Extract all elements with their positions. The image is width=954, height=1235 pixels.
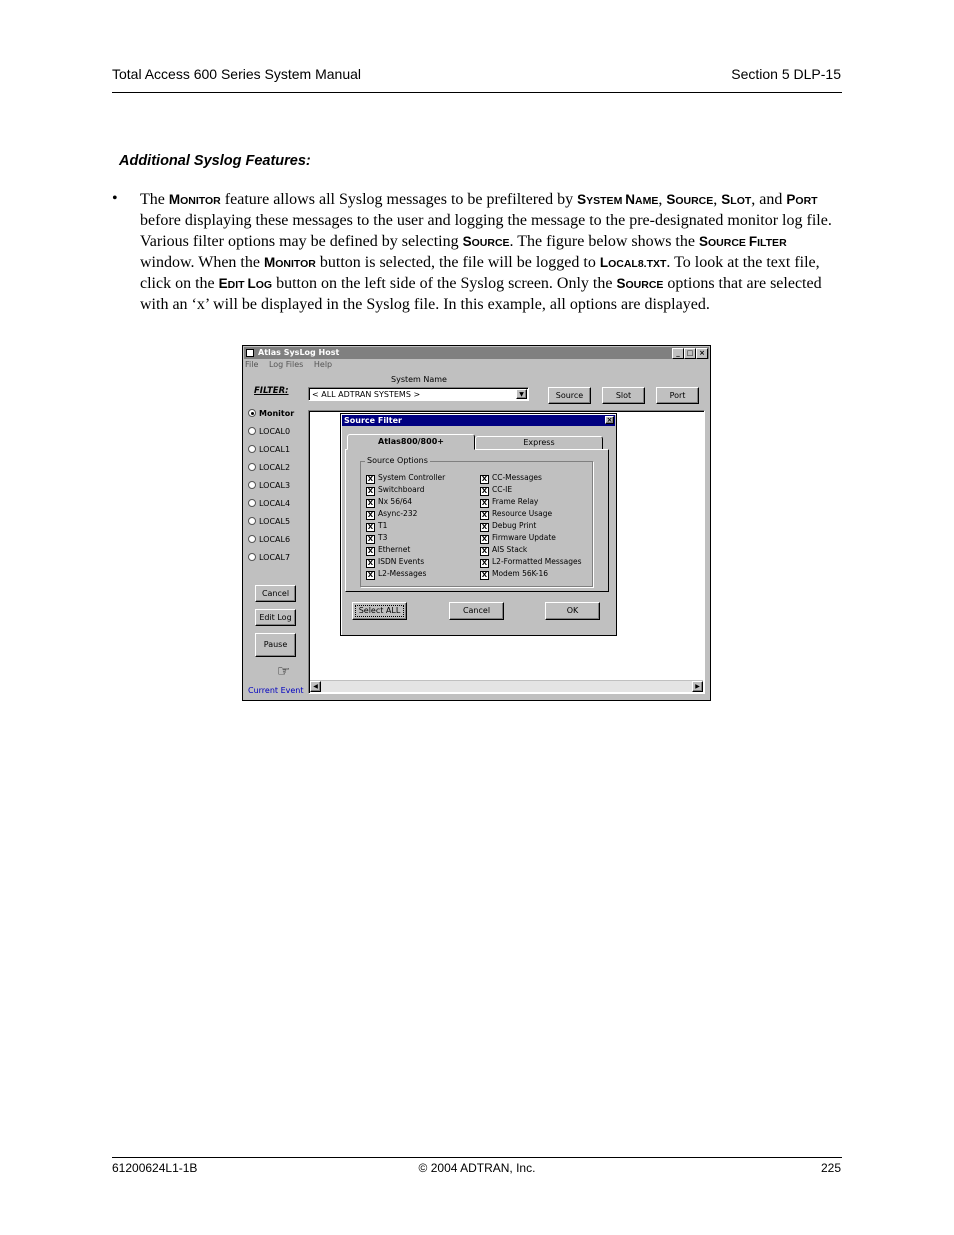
source-option-label: CC-IE <box>492 485 513 494</box>
dialog-cancel-button[interactable]: Cancel <box>449 602 504 620</box>
source-option-label: L2-Messages <box>378 569 427 578</box>
close-icon[interactable]: × <box>696 348 708 359</box>
tab-express[interactable]: Express <box>475 436 603 450</box>
menu-bar <box>245 360 340 371</box>
source-option-label: Async-232 <box>378 509 418 518</box>
source-option-label: L2-Formatted Messages <box>492 557 582 566</box>
running-header-title: Total Access 600 Series System Manual <box>112 66 362 82</box>
source-option-checkbox[interactable] <box>366 485 424 495</box>
source-option-checkbox[interactable] <box>366 557 424 567</box>
checkbox-checked-icon: X <box>481 547 488 555</box>
footer-doc-number: 61200624L1-1B <box>112 1161 198 1175</box>
source-option-checkbox[interactable] <box>366 497 412 507</box>
dialog-titlebar <box>342 415 615 426</box>
checkbox-checked-icon: X <box>367 499 374 507</box>
bullet-marker: • <box>112 190 118 207</box>
maximize-icon[interactable]: □ <box>684 348 696 359</box>
system-name-value: < ALL ADTRAN SYSTEMS > <box>312 390 421 399</box>
checkbox-checked-icon: X <box>481 571 488 579</box>
pointing-hand-icon: ☞ <box>277 662 291 680</box>
menu-help[interactable]: Help <box>313 360 333 369</box>
source-option-checkbox[interactable] <box>366 473 445 483</box>
menu-file[interactable]: File <box>245 360 259 369</box>
checkbox-checked-icon: X <box>481 499 488 507</box>
filter-label: FILTER: <box>254 386 289 396</box>
source-option-checkbox[interactable] <box>366 521 387 531</box>
radio-local4[interactable]: LOCAL4 <box>248 499 290 509</box>
select-all-button[interactable]: Select ALL <box>352 602 407 620</box>
radio-selected-icon <box>248 409 256 417</box>
footer-page-number: 225 <box>820 1161 841 1175</box>
source-option-label: Modem 56K-16 <box>492 569 549 578</box>
term-monitor: MONITOR <box>168 192 221 207</box>
slot-button[interactable]: Slot <box>602 387 645 404</box>
source-button[interactable]: Source <box>548 387 591 404</box>
source-option-label: ISDN Events <box>378 557 425 566</box>
radio-icon <box>248 463 256 471</box>
checkbox-checked-icon: X <box>367 547 374 555</box>
source-option-label: Firmware Update <box>492 533 556 542</box>
source-option-label: Nx 56/64 <box>378 497 413 506</box>
header-rule <box>112 92 842 93</box>
term-source: SOURCE <box>666 192 714 207</box>
dialog-close-icon[interactable]: × <box>606 416 613 424</box>
source-option-checkbox[interactable] <box>366 569 426 579</box>
checkbox-checked-icon: X <box>367 475 374 483</box>
term-edit-log: EDIT LOG <box>218 276 273 292</box>
source-option-checkbox[interactable] <box>480 473 542 483</box>
term-source-filter: SOURCE FILTER <box>698 233 787 249</box>
radio-local3[interactable]: LOCAL3 <box>248 481 290 491</box>
source-option-label: AIS Stack <box>492 545 528 554</box>
pause-button[interactable]: Pause <box>255 633 296 657</box>
radio-local5[interactable]: LOCAL5 <box>248 517 290 527</box>
term-system-name: SYSTEM NAME <box>577 192 659 207</box>
source-option-checkbox[interactable] <box>480 509 552 519</box>
checkbox-checked-icon: X <box>367 523 374 531</box>
body-paragraph: The MONITOR feature allows all Syslog messages to be prefiltered by SYSTEM NAME, SOURCE, SLOT, and PORT before displaying these messages to the user and logging the message to the pre-designated monitor log file. Various filter options may be defined by selecting SOURCE. The figure below shows the SOURCE FILTER window. When the MONITOR button is selected, the file will be logged to LOCAL8.TXT. To look at the text file, click on the EDIT LOG button on the left side of the Syslog screen. Only the SOURCE options that are selected with an ‘x’ will be displayed in the Syslog file. In this example, all options are displayed. <box>140 191 832 314</box>
current-event-label: Current Event <box>248 686 304 695</box>
radio-icon <box>248 535 256 543</box>
app-icon <box>246 349 254 357</box>
radio-icon <box>248 517 256 525</box>
radio-local0[interactable]: LOCAL0 <box>248 427 290 437</box>
cancel-button[interactable]: Cancel <box>255 585 296 602</box>
checkbox-checked-icon: X <box>481 559 488 567</box>
term-local8-txt: LOCAL8.TXT <box>599 254 667 270</box>
source-options-label: Source Options <box>367 456 428 465</box>
source-option-checkbox[interactable] <box>480 569 548 579</box>
edit-log-button[interactable]: Edit Log <box>255 609 296 626</box>
term-source: SOURCE <box>462 233 510 249</box>
source-option-checkbox[interactable] <box>366 545 410 555</box>
radio-local2[interactable]: LOCAL2 <box>248 463 290 473</box>
checkbox-checked-icon: X <box>367 535 374 543</box>
source-option-label: T3 <box>378 533 388 542</box>
radio-icon <box>248 445 256 453</box>
running-header-section: Section 5 DLP-15 <box>731 66 841 82</box>
source-option-label: Resource Usage <box>492 509 553 518</box>
source-option-label: Frame Relay <box>492 497 539 506</box>
syslog-host-window <box>242 345 711 701</box>
radio-icon <box>248 481 256 489</box>
source-option-label: Switchboard <box>378 485 425 494</box>
term-monitor: MONITOR <box>263 254 316 270</box>
source-option-checkbox[interactable] <box>366 533 387 543</box>
tab-panel <box>345 449 609 592</box>
checkbox-checked-icon: X <box>367 511 374 519</box>
ok-button[interactable]: OK <box>545 602 600 620</box>
checkbox-checked-icon: X <box>367 487 374 495</box>
footer-rule <box>112 1157 842 1158</box>
port-button[interactable]: Port <box>656 387 699 404</box>
radio-local6[interactable]: LOCAL6 <box>248 535 290 545</box>
source-option-checkbox[interactable] <box>480 545 527 555</box>
footer-copyright: © 2004 ADTRAN, Inc. <box>418 1161 536 1175</box>
menu-log-files[interactable]: Log Files <box>268 360 304 369</box>
checkbox-checked-icon: X <box>481 487 488 495</box>
chevron-down-icon[interactable]: ▼ <box>516 389 527 399</box>
minimize-icon[interactable]: _ <box>672 348 684 359</box>
radio-icon <box>248 553 256 561</box>
source-option-checkbox[interactable] <box>480 485 512 495</box>
source-option-checkbox[interactable] <box>480 521 536 531</box>
checkbox-checked-icon: X <box>481 523 488 531</box>
system-name-dropdown[interactable] <box>308 387 529 401</box>
radio-local7[interactable]: LOCAL7 <box>248 553 290 563</box>
term-port: PORT <box>786 192 818 207</box>
scroll-right-icon[interactable]: ▶ <box>692 681 703 692</box>
checkbox-checked-icon: X <box>481 511 488 519</box>
source-option-label: CC-Messages <box>492 473 542 482</box>
scroll-left-icon[interactable]: ◀ <box>310 681 321 692</box>
source-option-checkbox[interactable] <box>480 557 582 567</box>
horizontal-scrollbar[interactable] <box>310 680 703 692</box>
source-option-label: T1 <box>378 521 388 530</box>
radio-icon <box>248 427 256 435</box>
checkbox-checked-icon: X <box>367 571 374 579</box>
source-option-checkbox[interactable] <box>366 509 417 519</box>
radio-icon <box>248 499 256 507</box>
window-title: Atlas SysLog Host <box>258 348 340 357</box>
checkbox-checked-icon: X <box>367 559 374 567</box>
source-option-label: Debug Print <box>492 521 537 530</box>
checkbox-checked-icon: X <box>481 535 488 543</box>
source-option-checkbox[interactable] <box>480 497 538 507</box>
dialog-title: Source Filter <box>344 416 402 425</box>
radio-monitor[interactable]: Monitor <box>248 409 294 419</box>
source-option-label: Ethernet <box>378 545 411 554</box>
term-source: SOURCE <box>616 276 664 292</box>
source-option-label: System Controller <box>378 473 446 482</box>
source-option-checkbox[interactable] <box>480 533 556 543</box>
tab-atlas800[interactable]: Atlas800/800+ <box>347 434 475 450</box>
term-slot: SLOT <box>721 192 752 207</box>
system-name-label: System Name <box>391 375 447 384</box>
checkbox-checked-icon: X <box>481 475 488 483</box>
source-filter-dialog <box>340 413 617 636</box>
radio-local1[interactable]: LOCAL1 <box>248 445 290 455</box>
section-title: Additional Syslog Features: <box>119 153 311 169</box>
window-titlebar <box>244 347 709 359</box>
